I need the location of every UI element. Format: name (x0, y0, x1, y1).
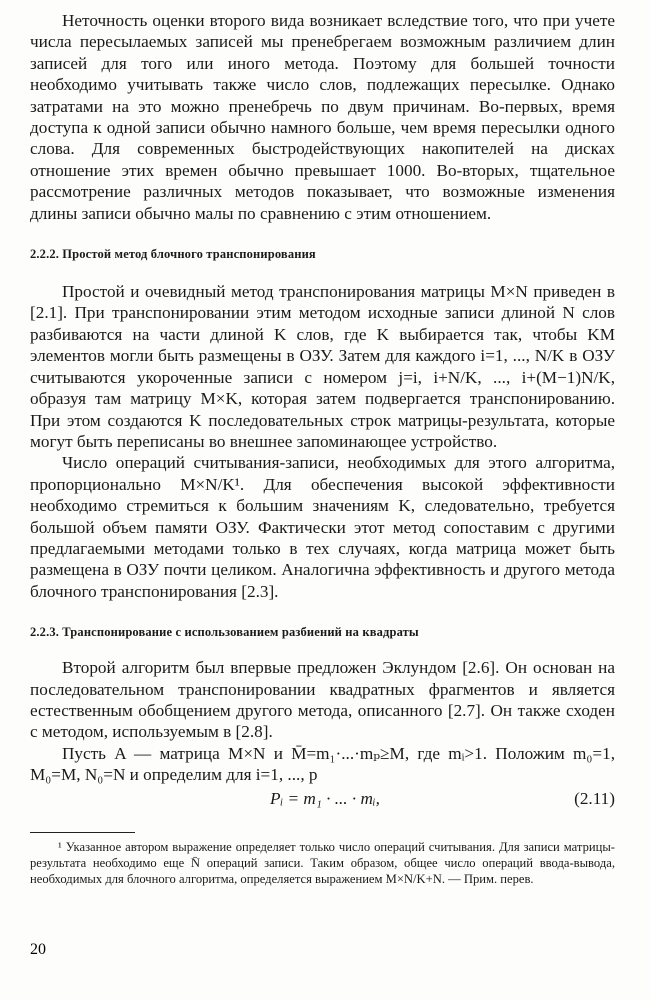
footnote-rule (30, 832, 135, 833)
equation-2-11 (30, 786, 615, 814)
equation-text: Pᵢ = m₁ · ... · mᵢ, (270, 788, 380, 808)
document-page (30, 10, 615, 887)
page-number: 20 (30, 941, 46, 958)
footnote: ¹ Указанное автором выражение определяет только число операций считывания. Для записи матрицы-результата необходимо еще N̄ операций записи. Таким образом, общее число операций ввода-вывода, необходимых для блочного алгоритма, определяется выражением M×N/K+N. — Прим. перев. (30, 839, 615, 886)
paragraph: Неточность оценки второго вида возникает вследствие того, что при учете числа пересылаемых записей мы пренебрегаем возможным различием длин записей для того или иного метода. Поэтому для большей точности необходимо учитывать также число слов, подлежащих пересылке. Однако затратами на это можно пренебречь по двум причинам. Во-первых, время доступа к одной записи обычно намного больше, чем время пересылки одного слова. Для современных быстродействующих накопителей на дисках отношение этих времен обычно превышает 1000. Во-вторых, тщательное рассмотрение различных методов показывает, что возможные изменения длины записи обычно малы по сравнению с этим отношением. (30, 11, 615, 223)
section-2-2-2-text (30, 281, 615, 602)
paragraph: Второй алгоритм был впервые предложен Эклундом [2.6]. Он основан на последовательном транспонировании квадратных фрагментов и является естественным обобщением другого метода, описанного [2.7]. Он также сходен с методом, используемым в [2.8]. (30, 658, 615, 742)
paragraph: Число операций считывания-записи, необходимых для этого алгоритма, пропорционально M×N/K¹. Для обеспечения высокой эффективности необходимо стремиться к большим значениям K, следовательно, требуется большой объем памяти ОЗУ. Фактически этот метод сопоставим с другими предлагаемыми методами только в тех случаях, когда матрица может быть размещена в ОЗУ почти целиком. Аналогична эффективность и другого метода блочного транспонирования [2.3]. (30, 453, 615, 601)
intro-text (30, 10, 615, 224)
section-heading-2-2-3: 2.2.3. Транспонирование с использованием разбиений на квадраты (30, 625, 419, 640)
section-heading-2-2-2: 2.2.2. Простой метод блочного транспонирования (30, 247, 316, 262)
equation-number: (2.11) (574, 788, 615, 808)
paragraph: Простой и очевидный метод транспонирования матрицы M×N приведен в [2.1]. При транспонировании этим методом исходные записи длиной N слов разбиваются на части длиной K слов, где K выбирается так, чтобы KM элементов могли быть размещены в ОЗУ. Затем для каждого i=1, ..., N/K в ОЗУ считываются укороченные записи с номером j=i, i+N/K, ..., i+(M−1)N/K, образуя там матрицу M×K, которая затем подвергается транспонированию. При этом создаются K последовательных строк матрицы-результата, которые могут быть переписаны во внешнее запоминающее устройство. (30, 282, 615, 451)
paragraph: Пусть A — матрица M×N и M̄=m₁·...·mₚ≥M, где mᵢ>1. Положим m₀=1, M₀=M, N₀=N и определим для i=1, ..., p (30, 743, 615, 785)
section-2-2-3-text (30, 657, 615, 785)
